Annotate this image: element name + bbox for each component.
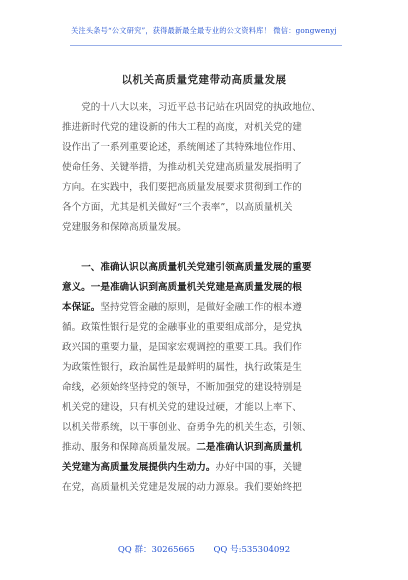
intro-paragraph bbox=[62, 98, 352, 238]
section1-heading: 一、准确认识以高质量机关党建引领高质量发展的重要 bbox=[81, 262, 312, 273]
intro-line: 使命任务、关键举措，为推动机关党建高质量发展指明了 bbox=[62, 162, 302, 173]
footer-qq-group: QQ 群：30265665 bbox=[117, 545, 195, 555]
intro-line: 方向。在实践中，我们要把高质量发展要求贯彻到工作的 bbox=[62, 182, 302, 193]
intro-line: 党建服务和保障高质量发展。 bbox=[62, 222, 187, 233]
point2-text: 办好中国的事，关键 bbox=[215, 462, 302, 473]
section1-line: 循。政策性银行是党的金融事业的重要组成部分，是党执 bbox=[62, 322, 302, 333]
header-note: 关注头条号“公文研究”，获得最新最全最专业的公文资料库！ 微信：gongwenyj bbox=[71, 26, 337, 35]
point1-heading-end: 本保证。 bbox=[62, 302, 101, 313]
document-body bbox=[62, 98, 352, 498]
intro-line: 党的十八大以来，习近平总书记站在巩固党的执政地位、 bbox=[81, 102, 322, 113]
point2-text-line: 在党，高质量机关党建是发展的动力源泉。我们要始终把 bbox=[62, 482, 302, 493]
section1-line: 机关党的建设，只有机关党的建设过硬，才能以上率下、 bbox=[62, 402, 302, 413]
point1-heading: 一是准确认识到高质量机关党建是高质量发展的根 bbox=[90, 282, 302, 293]
intro-line: 推进新时代党的建设新的伟大工程的高度，对机关党的建 bbox=[62, 122, 302, 133]
section1-line: 以机关带系统，以干事创业、奋勇争先的机关生态，引领、 bbox=[62, 422, 312, 433]
point1-text: 坚持党管金融的原则，是做好金融工作的根本遵 bbox=[100, 302, 302, 313]
intro-line: 各个方面，尤其是机关做好“三个表率”，以高质量机关 bbox=[62, 202, 293, 213]
point2-heading: 二是准确认识到高质量机 bbox=[196, 442, 302, 453]
section1-line: 推动、服务和保障高质量发展。 bbox=[62, 442, 197, 453]
section1-heading-end: 意义。 bbox=[62, 282, 91, 293]
section1-line: 为政策性银行，政治属性是最鲜明的属性，执行政策是生 bbox=[62, 362, 302, 373]
paragraph-gap bbox=[62, 238, 352, 258]
document-title: 以机关高质量党建带动高质量发展 bbox=[121, 74, 287, 86]
footer-qq-number: QQ 号:535304092 bbox=[213, 545, 291, 555]
section1-line: 政兴国的重要力量，是国家宏观调控的重要工具。我们作 bbox=[62, 342, 302, 353]
footer-contact bbox=[0, 543, 408, 555]
point2-heading-end: 关党建为高质量发展提供内生动力。 bbox=[62, 462, 216, 473]
intro-line: 设作出了一系列重要论述，系统阐述了其特殊地位作用、 bbox=[62, 142, 302, 153]
section1-line: 命线，必须始终坚持党的领导，不断加强党的建设特别是 bbox=[62, 382, 302, 393]
section1-paragraph bbox=[62, 258, 352, 498]
header-divider bbox=[70, 45, 342, 46]
